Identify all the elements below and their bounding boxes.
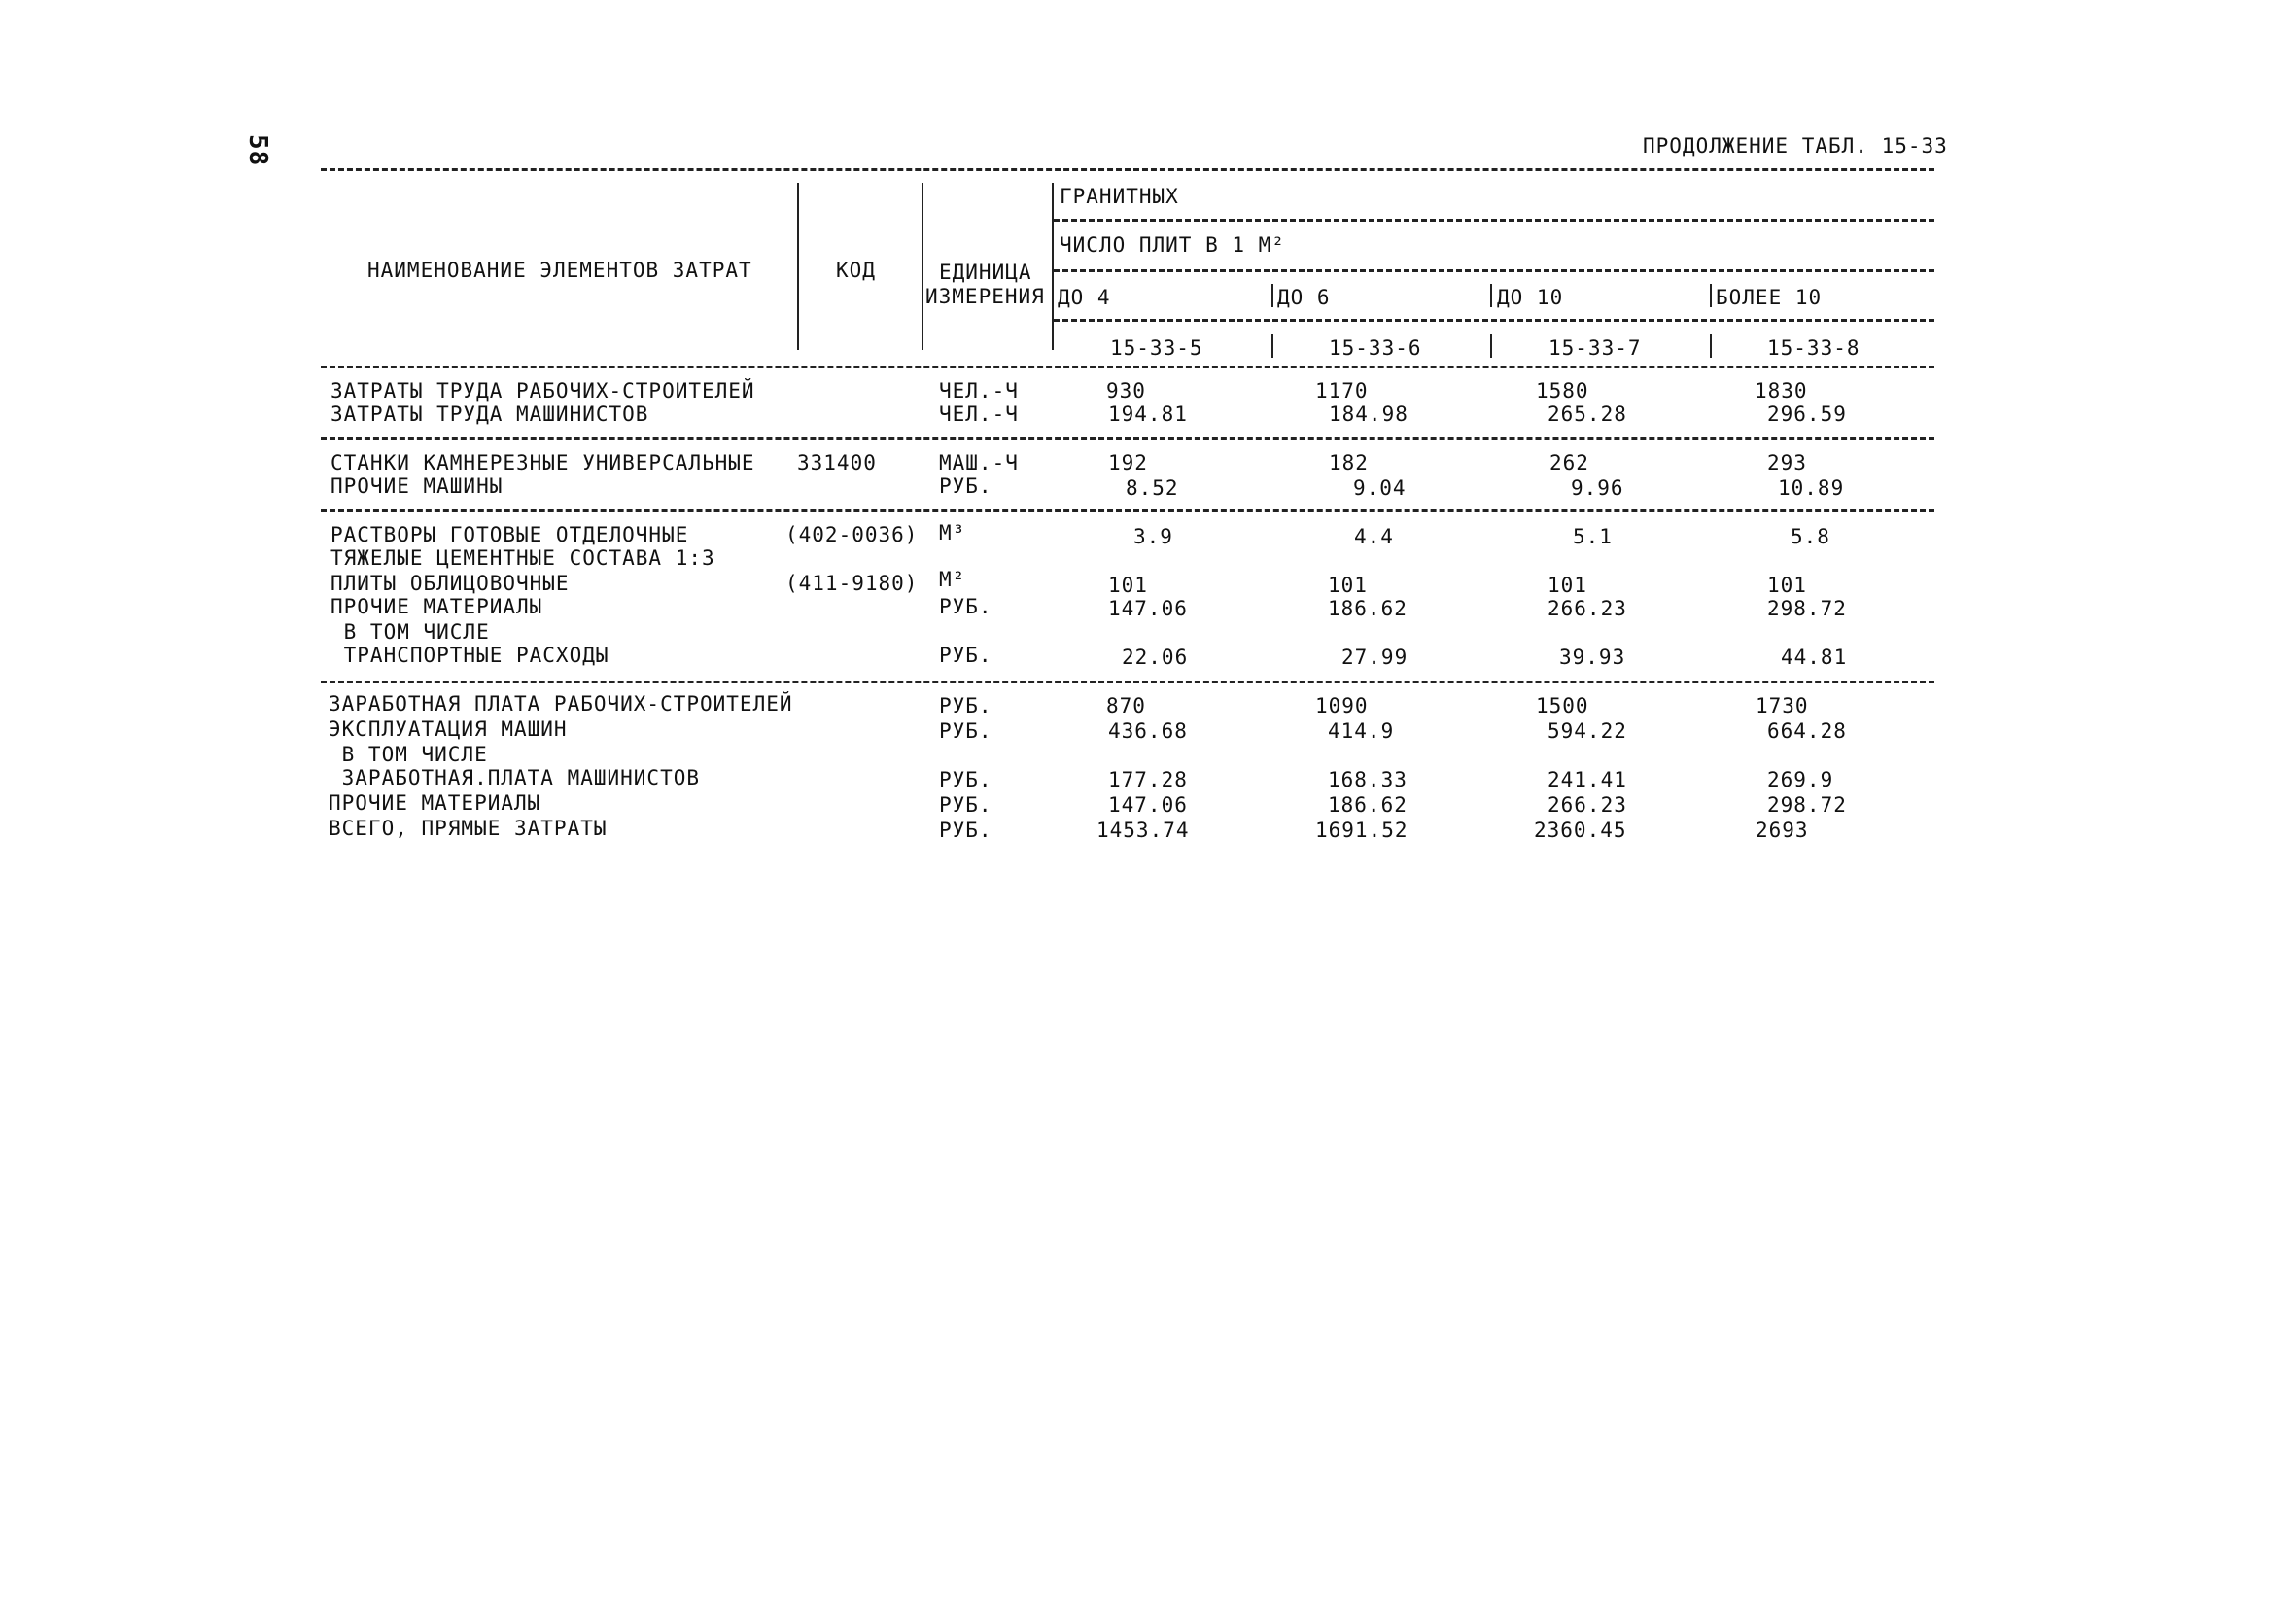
row-name: ВСЕГО, ПРЯМЫЕ ЗАТРАТЫ [329,817,608,840]
row-value-4: 1730 [1756,694,1809,717]
row-value-1: 8.52 [1126,476,1179,500]
header-divider-range-4 [1710,284,1712,307]
row-value-1: 22.06 [1122,646,1189,669]
row-name: ЗАТРАТЫ ТРУДА РАБОЧИХ-СТРОИТЕЛЕЙ [330,379,755,402]
header-code-2: 15-33-6 [1329,336,1422,360]
row-name: В ТОМ ЧИСЛЕ [329,743,488,766]
row-name: ТЯЖЕЛЫЕ ЦЕМЕНТНЫЕ СОСТАВА 1:3 [330,546,715,570]
row-value-4: 5.8 [1791,525,1830,548]
header-divider-unit [922,183,923,350]
row-name: ЗАРАБОТНАЯ ПЛАТА РАБОЧИХ-СТРОИТЕЛЕЙ [329,692,793,716]
row-name: ПЛИТЫ ОБЛИЦОВОЧНЫЕ [330,572,570,595]
row-value-2: 414.9 [1328,719,1395,743]
page-number: 58 [243,134,272,167]
continuation-caption: ПРОДОЛЖЕНИЕ ТАБЛ. 15-33 [1643,134,1948,157]
row-value-2: 27.99 [1341,646,1409,669]
section-rule-3 [321,681,1934,683]
section-rule-2 [321,509,1934,512]
row-name: ЗАРАБОТНАЯ.ПЛАТА МАШИНИСТОВ [329,766,701,789]
header-rule-1 [1054,219,1934,222]
row-value-2: 9.04 [1353,476,1407,500]
row-unit: РУБ. [939,819,992,842]
row-value-2: 186.62 [1328,793,1408,817]
row-value-4: 298.72 [1767,793,1847,817]
header-range-2: ДО 6 [1277,286,1331,309]
row-value-2: 1090 [1315,694,1369,717]
row-unit: РУБ. [939,768,992,791]
header-code-1: 15-33-5 [1110,336,1203,360]
row-value-2: 1170 [1315,379,1369,402]
row-value-4: 298.72 [1767,597,1847,620]
row-name: СТАНКИ КАМНЕРЕЗНЫЕ УНИВЕРСАЛЬНЫЕ [330,451,755,474]
header-subgroup: ЧИСЛО ПЛИТ В 1 М² [1060,233,1285,257]
row-unit: М² [939,568,966,591]
row-name: ПРОЧИЕ МАТЕРИАЛЫ [329,791,541,815]
row-value-1: 192 [1108,451,1148,474]
header-code-col: КОД [836,259,876,282]
header-range-3: ДО 10 [1497,286,1564,309]
row-name: В ТОМ ЧИСЛЕ [330,620,490,644]
header-range-4: БОЛЕЕ 10 [1716,286,1823,309]
row-value-2: 168.33 [1328,768,1408,791]
row-name: ЭКСПЛУАТАЦИЯ МАШИН [329,717,568,741]
row-value-3: 241.41 [1548,768,1627,791]
row-unit: М³ [939,521,966,544]
row-unit: РУБ. [939,793,992,817]
row-value-4: 1830 [1755,379,1808,402]
row-unit: РУБ. [939,474,992,498]
row-unit: РУБ. [939,694,992,717]
header-divider-range-2 [1271,284,1273,307]
row-value-4: 101 [1767,574,1807,597]
row-value-1: 3.9 [1133,525,1173,548]
header-rule-2 [1054,269,1934,272]
header-divider-code-3 [1490,334,1492,358]
row-value-1: 101 [1108,574,1148,597]
row-value-4: 269.9 [1767,768,1834,791]
row-value-2: 182 [1329,451,1369,474]
row-value-2: 101 [1328,574,1368,597]
row-name: ПРОЧИЕ МАШИНЫ [330,474,504,498]
header-divider-code-2 [1271,334,1273,358]
section-rule-1 [321,437,1934,440]
row-value-1: 930 [1106,379,1146,402]
header-group: ГРАНИТНЫХ [1060,185,1179,208]
row-value-1: 1453.74 [1096,819,1190,842]
row-value-3: 5.1 [1573,525,1613,548]
header-divider-code-4 [1710,334,1712,358]
row-value-4: 664.28 [1767,719,1847,743]
row-value-2: 184.98 [1329,402,1409,426]
row-value-4: 293 [1767,451,1807,474]
row-value-3: 265.28 [1548,402,1627,426]
row-name: ЗАТРАТЫ ТРУДА МАШИНИСТОВ [330,402,649,426]
row-value-4: 44.81 [1781,646,1848,669]
header-code-4: 15-33-8 [1767,336,1861,360]
row-code: (411-9180) [785,572,919,595]
row-value-1: 147.06 [1108,793,1188,817]
row-value-1: 870 [1106,694,1146,717]
header-name-col: НАИМЕНОВАНИЕ ЭЛЕМЕНТОВ ЗАТРАТ [367,259,752,282]
row-value-4: 296.59 [1767,402,1847,426]
row-value-3: 39.93 [1559,646,1626,669]
header-unit-col-line1: ЕДИНИЦА [939,261,1032,284]
row-value-3: 101 [1548,574,1587,597]
top-rule [321,168,1934,171]
header-divider-code [797,183,799,350]
row-unit: ЧЕЛ.-Ч [939,379,1019,402]
row-unit: РУБ. [939,595,992,618]
header-code-3: 15-33-7 [1548,336,1642,360]
header-range-1: ДО 4 [1058,286,1111,309]
row-value-3: 9.96 [1571,476,1624,500]
row-unit: ЧЕЛ.-Ч [939,402,1019,426]
row-unit: РУБ. [939,719,992,743]
row-value-3: 1580 [1536,379,1589,402]
row-value-1: 436.68 [1108,719,1188,743]
row-unit: РУБ. [939,644,992,667]
row-value-2: 4.4 [1354,525,1394,548]
header-bottom-rule [321,366,1934,368]
row-value-2: 186.62 [1328,597,1408,620]
row-value-3: 1500 [1536,694,1589,717]
row-value-4: 2693 [1756,819,1809,842]
row-value-3: 266.23 [1548,793,1627,817]
row-value-3: 266.23 [1548,597,1627,620]
row-value-4: 10.89 [1778,476,1845,500]
row-value-1: 147.06 [1108,597,1188,620]
row-value-3: 594.22 [1548,719,1627,743]
header-divider-range-3 [1490,284,1492,307]
row-name: РАСТВОРЫ ГОТОВЫЕ ОТДЕЛОЧНЫЕ [330,523,689,546]
row-name: ПРОЧИЕ МАТЕРИАЛЫ [330,595,543,618]
row-value-2: 1691.52 [1315,819,1409,842]
row-value-1: 177.28 [1108,768,1188,791]
row-value-3: 2360.45 [1534,819,1627,842]
header-divider-values [1052,183,1054,350]
row-code: 331400 [797,451,877,474]
row-value-3: 262 [1549,451,1589,474]
row-name: ТРАНСПОРТНЫЕ РАСХОДЫ [330,644,609,667]
row-code: (402-0036) [785,523,919,546]
header-rule-3 [1054,319,1934,322]
row-value-1: 194.81 [1108,402,1188,426]
row-unit: МАШ.-Ч [939,451,1019,474]
header-unit-col-line2: ИЗМЕРЕНИЯ [925,285,1045,308]
